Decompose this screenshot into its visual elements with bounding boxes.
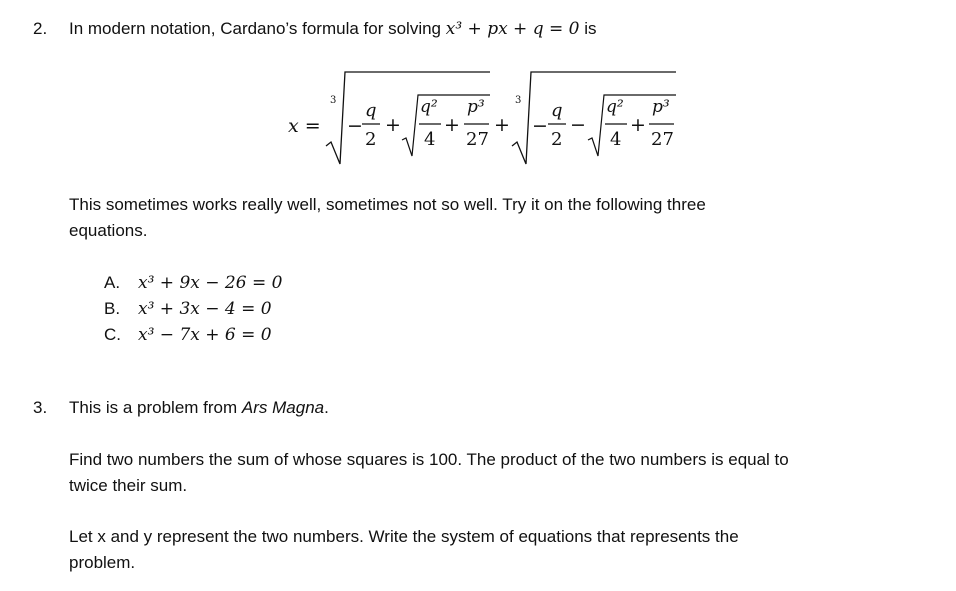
problem-3-number: 3. [33, 398, 48, 417]
frac6-denominator: 27 [651, 129, 674, 150]
problem-3-intro-text: This is a problem from [69, 398, 238, 417]
problem-2-paragraph-line-1: This sometimes works really well, sometimes not so well. Try it on the following three [69, 195, 706, 214]
problem-3-intro [69, 398, 329, 418]
problem-3-paragraph-2-line-1: Let x and y represent the two numbers. Write the system of equations that represents the [69, 527, 739, 546]
plus-sign-4: + [630, 114, 646, 136]
problem-3-paragraph-2-line-2: problem. [69, 553, 136, 572]
frac5-denominator: 4 [610, 129, 622, 150]
equation-a: x³ + 9x − 26 = 0 [138, 273, 283, 293]
plus-sign-1: + [385, 114, 401, 136]
root-index-2: 3 [515, 95, 522, 106]
frac3-denominator: 27 [466, 129, 489, 150]
problem-2-intro-equation: x³ + px + q = 0 [445, 19, 580, 39]
list-item [104, 322, 282, 348]
equation-label-c: C. [104, 325, 121, 344]
plus-sign-3: + [494, 114, 510, 136]
equation-label-a: A. [104, 273, 121, 292]
frac2-denominator: 4 [424, 129, 436, 150]
equation-c: x³ − 7x + 6 = 0 [138, 325, 272, 345]
problem-2-paragraph [69, 192, 706, 244]
minus-sign-2: − [532, 115, 548, 137]
minus-sign-1: − [347, 115, 363, 137]
list-item [104, 296, 282, 322]
problem-2-paragraph-line-2: equations. [69, 221, 148, 240]
equation-list [104, 270, 282, 348]
formula-lhs: x = [288, 115, 321, 137]
problem-3-paragraph-1 [69, 447, 789, 499]
problem-3-paragraph-1-line-1: Find two numbers the sum of whose squares is 100. The product of the two numbers is equal to [69, 450, 789, 469]
frac6-numerator: p³ [652, 97, 670, 117]
frac4-denominator: 2 [551, 129, 563, 150]
plus-sign-2: + [444, 114, 460, 136]
problem-3-intro-period: . [324, 398, 329, 417]
minus-sign-3: − [570, 114, 586, 136]
problem-3-book-title: Ars Magna [241, 398, 325, 417]
equation-label-b: B. [104, 299, 121, 318]
problem-2-number: 2. [33, 19, 48, 38]
frac1-denominator: 2 [365, 129, 377, 150]
problem-3-paragraph-1-line-2: twice their sum. [69, 476, 188, 495]
list-item [104, 270, 282, 296]
frac5-numerator: q² [606, 97, 624, 117]
equation-b: x³ + 3x − 4 = 0 [138, 299, 272, 319]
root-index-1: 3 [330, 95, 337, 106]
frac2-numerator: q² [420, 97, 438, 117]
frac3-numerator: p³ [467, 97, 485, 117]
problem-2-intro-text: In modern notation, Cardano’s formula for solving [69, 19, 441, 38]
problem-2-intro-tail: is [584, 19, 597, 38]
problem-3-paragraph-2 [69, 524, 739, 576]
frac4-numerator: q [551, 100, 563, 121]
frac1-numerator: q [365, 100, 377, 121]
